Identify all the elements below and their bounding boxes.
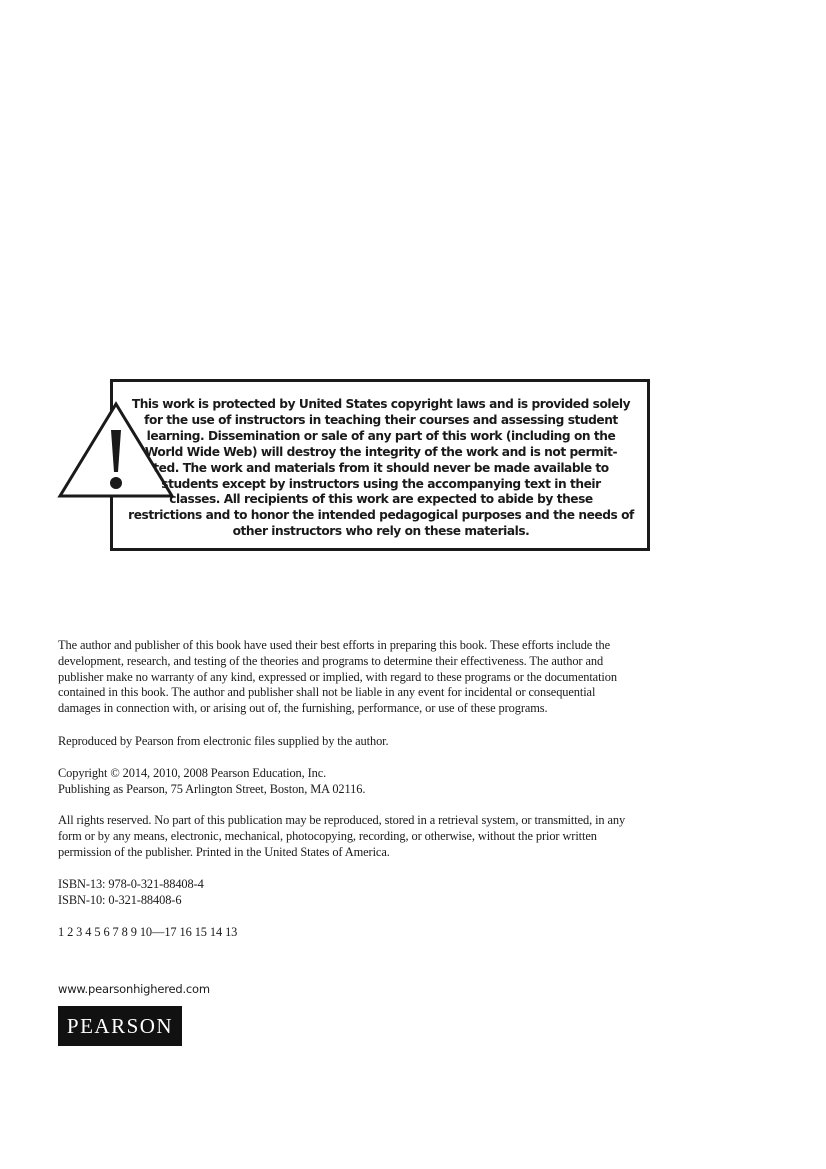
copyright-line: Copyright © 2014, 2010, 2008 Pearson Education, Inc. bbox=[58, 766, 327, 780]
isbn-13: ISBN-13: 978-0-321-88408-4 bbox=[58, 877, 204, 891]
isbn-block bbox=[58, 877, 738, 909]
disclaimer-paragraph bbox=[58, 638, 738, 717]
disclaimer-line: The author and publisher of this book have used their best efforts in preparing this book. These efforts include the bbox=[58, 638, 611, 652]
notice-line: classes. All recipients of this work are expected to abide by these bbox=[169, 492, 593, 507]
print-number-line: 1 2 3 4 5 6 7 8 9 10—17 16 15 14 13 bbox=[58, 925, 238, 939]
disclaimer-line: publisher make no warranty of any kind, expressed or implied, with regard to these programs or the documentation bbox=[58, 669, 617, 684]
reproduced-line: Reproduced by Pearson from electronic files supplied by the author. bbox=[58, 734, 389, 748]
reproduced-notice bbox=[58, 734, 738, 750]
isbn-10: ISBN-10: 0-321-88408-6 bbox=[58, 892, 182, 907]
notice-line: This work is protected by United States copyright laws and is provided solely bbox=[131, 397, 631, 411]
disclaimer-line: contained in this book. The author and publisher shall not be liable in any event for incidental or consequential bbox=[58, 685, 596, 700]
disclaimer-line: development, research, and testing of the theories and programs to determine their effectiveness. The author and bbox=[58, 653, 604, 668]
copyright-notice-text bbox=[118, 397, 644, 540]
publisher-address-line: Publishing as Pearson, 75 Arlington Street, Boston, MA 02116. bbox=[58, 781, 366, 796]
notice-line: learning. Dissemination or sale of any part of this work (including on the bbox=[146, 428, 616, 443]
rights-line: form or by any means, electronic, mechanical, photocopying, recording, or otherwise, without the prior written bbox=[58, 828, 597, 843]
notice-line: World Wide Web) will destroy the integrity of the work and is not permit- bbox=[144, 444, 618, 459]
notice-line: ted. The work and materials from it should never be made available to bbox=[153, 460, 609, 475]
logo-text: PEARSON bbox=[66, 1013, 174, 1038]
rights-line: permission of the publisher. Printed in the United States of America. bbox=[58, 844, 390, 859]
pearson-logo bbox=[58, 1006, 182, 1046]
copyright-paragraph bbox=[58, 766, 738, 798]
rights-line: All rights reserved. No part of this publication may be reproduced, stored in a retrieval system, or transmitted, in any bbox=[58, 813, 626, 827]
notice-line: restrictions and to honor the intended pedagogical purposes and the needs of bbox=[128, 508, 634, 523]
notice-line: other instructors who rely on these materials. bbox=[232, 524, 530, 539]
rights-paragraph bbox=[58, 813, 738, 860]
disclaimer-line: damages in connection with, or arising out of, the furnishing, performance, or use of these programs. bbox=[58, 701, 548, 716]
notice-line: for the use of instructors in teaching their courses and assessing student bbox=[144, 412, 618, 427]
print-line bbox=[58, 925, 738, 941]
publisher-website: www.pearsonhighered.com bbox=[58, 982, 210, 996]
notice-line: students except by instructors using the accompanying text in their bbox=[161, 476, 601, 491]
